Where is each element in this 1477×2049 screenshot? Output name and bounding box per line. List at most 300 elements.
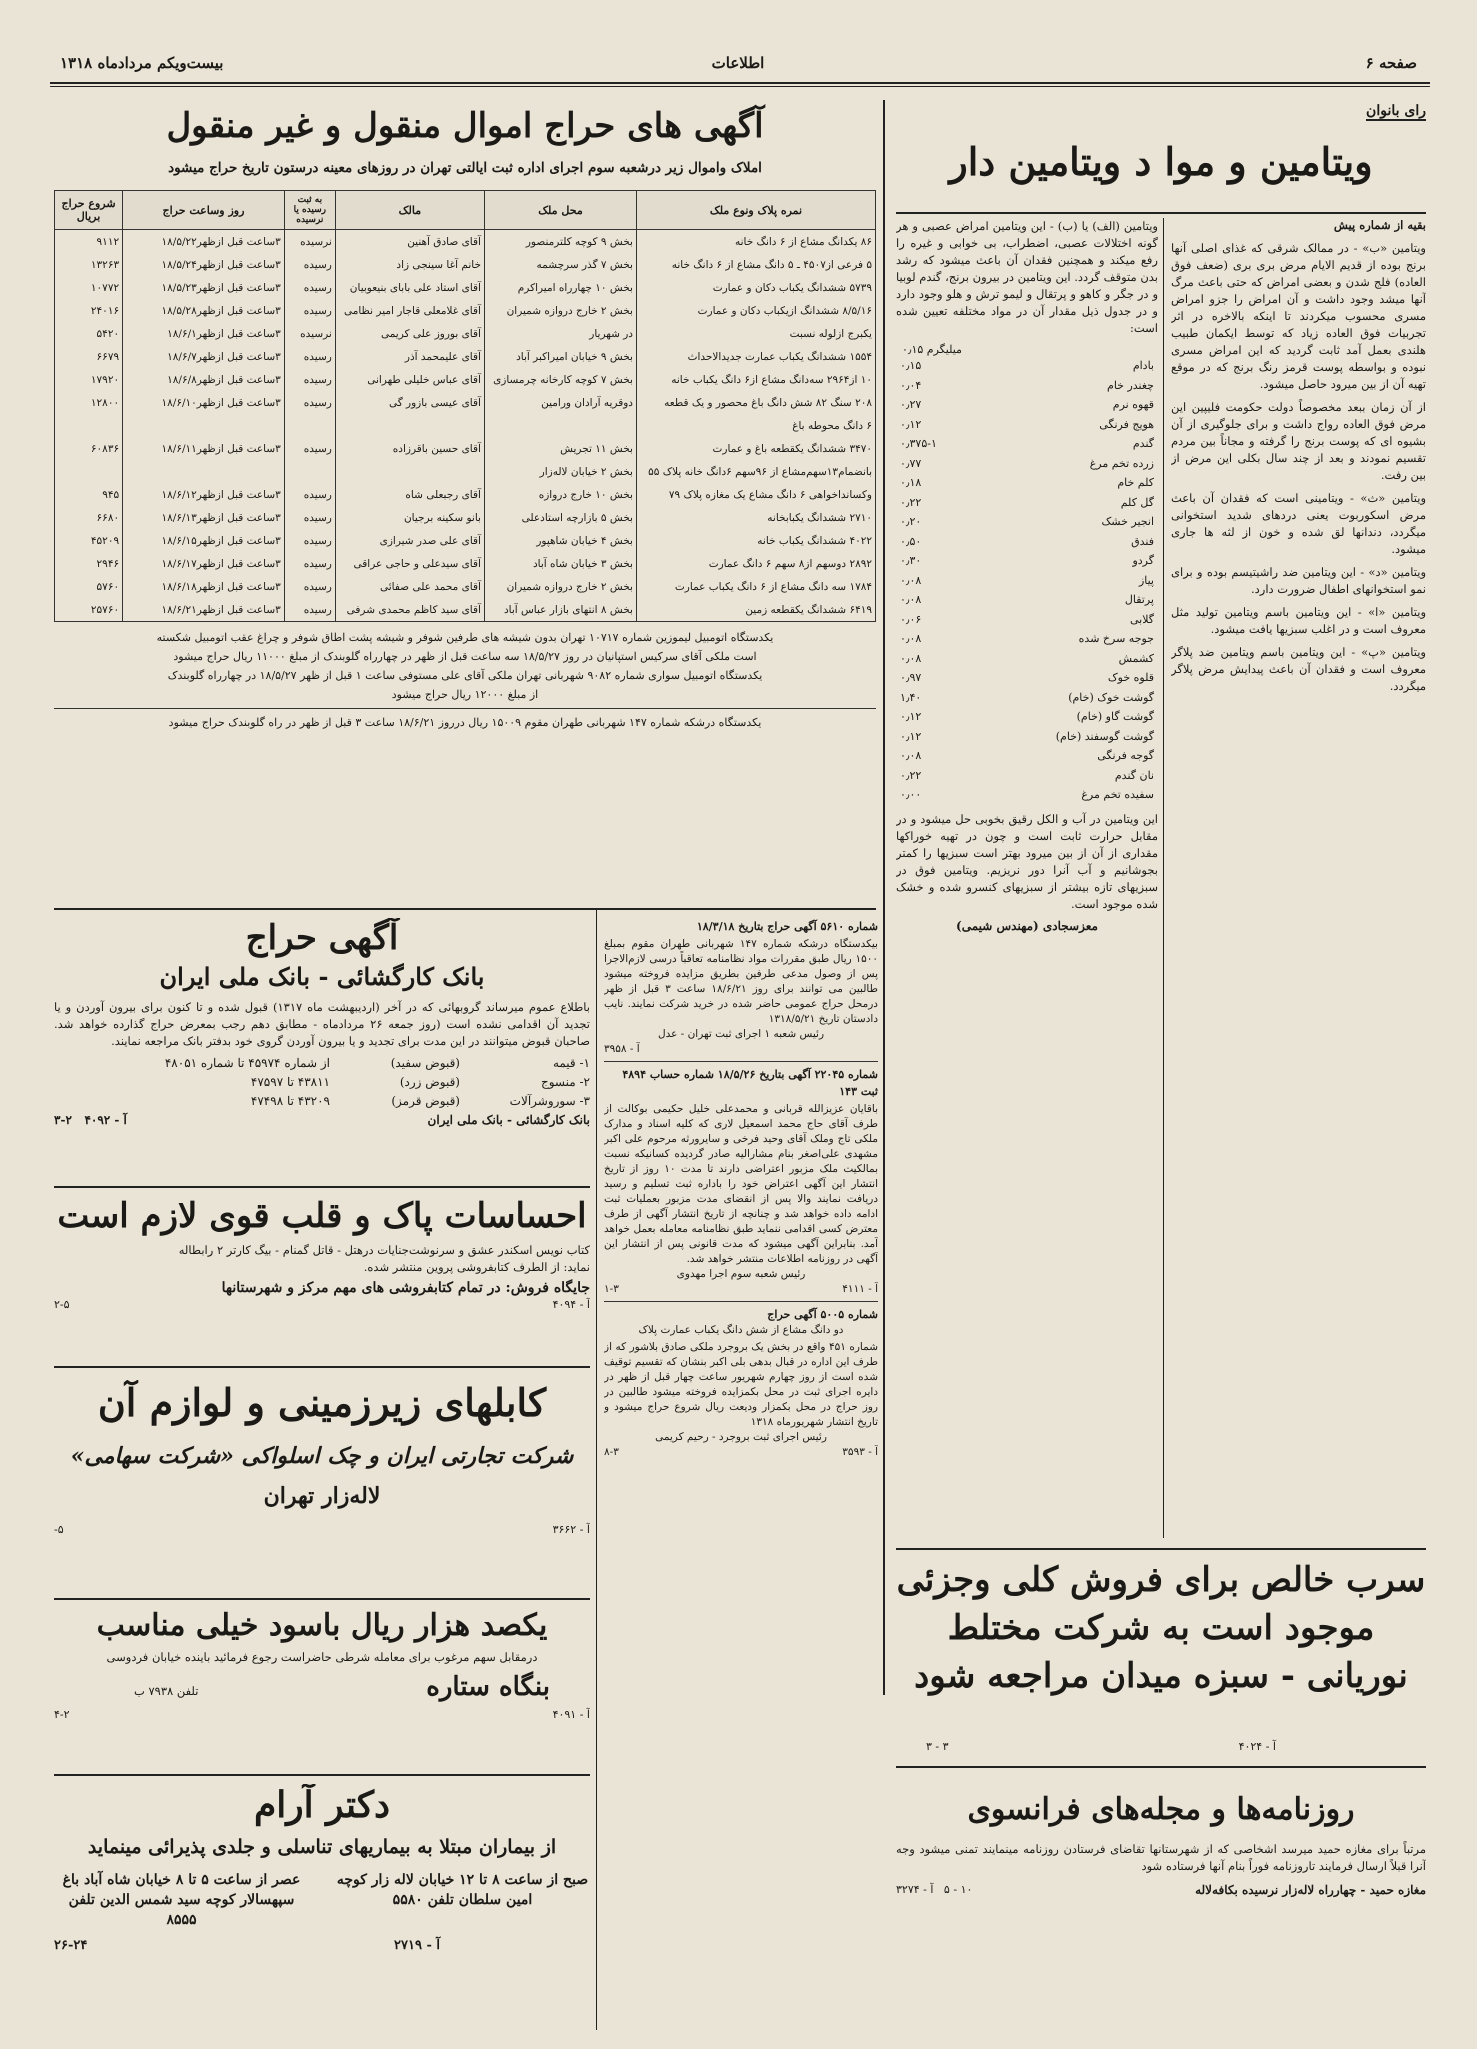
rule bbox=[896, 1548, 1426, 1550]
cell-price bbox=[55, 414, 123, 437]
section-label: رای بانوان bbox=[1366, 103, 1426, 119]
cell-price: ۱۲۸۰۰ bbox=[55, 391, 123, 414]
food-name: کلم خام bbox=[1117, 476, 1154, 489]
cable-ad-code2: ۵- bbox=[54, 1523, 64, 1536]
food-name: پرتقال bbox=[1124, 593, 1154, 606]
cell-date: ۳ساعت قبل ازظهر۱۸/۵/۲۸ bbox=[123, 299, 285, 322]
vitamin-d-text: ویتامین «د» - این ویتامین ضد راشیتیسم بوده و برای نمو استخوانهای اطفال ضرورت دارد. bbox=[1171, 565, 1426, 596]
food-amount: ۰٫۱۵ bbox=[900, 359, 922, 372]
food-row bbox=[896, 434, 1158, 454]
hearts-ad-line3: جایگاه فروش: در تمام کتابفروشی های مهم مرکز و شهرستانها bbox=[221, 1280, 590, 1296]
cell-location: بخش ۲ خارج دروازه شمیران bbox=[484, 575, 636, 598]
food-row bbox=[896, 590, 1158, 610]
cell-registered: رسیده bbox=[284, 552, 335, 575]
cell-date: ۳ساعت قبل ازظهر۱۸/۵/۲۳ bbox=[123, 276, 285, 299]
food-row bbox=[896, 512, 1158, 532]
reward-ad-name: بنگاه ستاره bbox=[426, 1672, 550, 1702]
food-row bbox=[896, 473, 1158, 493]
cell-price bbox=[55, 460, 123, 483]
cell-location: دوقریه آرادان ورامین bbox=[484, 391, 636, 414]
food-row bbox=[896, 376, 1158, 396]
cell-location: بخش ۱۰ چهارراه امیراکرم bbox=[484, 276, 636, 299]
cell-registered bbox=[284, 460, 335, 483]
cell-registered: رسیده bbox=[284, 506, 335, 529]
bank-item-range: ۴۳۸۱۱ تا ۴۷۵۹۷ bbox=[250, 1075, 330, 1089]
food-amount: ۰٫۳۷۵-۱ bbox=[900, 437, 937, 450]
french-ad-footer: مغازه حمید - چهارراه لاله‌زار نرسیده بکافه‌لاله bbox=[1195, 1883, 1426, 1897]
auction-row bbox=[55, 345, 876, 368]
food-row bbox=[896, 551, 1158, 571]
auction-row bbox=[55, 552, 876, 575]
cable-ad bbox=[54, 1380, 590, 1590]
food-amount: ۰٫۲۲ bbox=[900, 495, 922, 509]
lead-ad-code: آ - ۴۰۲۴ bbox=[1238, 1740, 1276, 1753]
notice-3-code: آ - ۳۵۹۳ bbox=[842, 1446, 878, 1458]
cell-owner: آقای سیدعلی و حاجی عراقی bbox=[335, 552, 484, 575]
food-amount: ۱٫۴۰ bbox=[900, 690, 922, 704]
food-amount: ۰٫۲۰ bbox=[900, 515, 922, 528]
cell-price: ۵۷۶۰ bbox=[55, 575, 123, 598]
food-amount: ۰٫۲۲ bbox=[900, 768, 922, 782]
reward-ad-phone: تلفن ۷۹۳۸ ب bbox=[134, 1684, 199, 1698]
food-amount: ۰٫۱۸ bbox=[900, 476, 922, 489]
cell-owner bbox=[335, 414, 484, 437]
cell-owner: آقای علی صدر شیرازی bbox=[335, 529, 484, 552]
food-name: گوشت خوک (خام) bbox=[1068, 690, 1154, 704]
doctor-ad bbox=[54, 1784, 590, 2024]
cell-price: ۹۴۵ bbox=[55, 483, 123, 506]
col-date: روز وساعت حراج bbox=[123, 191, 285, 230]
cell-price: ۶۶۷۹ bbox=[55, 345, 123, 368]
auction-note: یکدستگاه درشکه شماره ۱۴۷ شهربانی طهران مقوم ۱۵۰۰۹ ریال درروز ۱۸/۶/۲۱ ساعت ۳ قبل از ظهر در راه گلوبندک حراج میشود bbox=[168, 716, 762, 729]
cell-location: بخش ۹ کوچه کلترمنصور bbox=[484, 230, 636, 254]
bank-ad-footer: بانک کارگشائی - بانک ملی ایران bbox=[427, 1113, 590, 1127]
auction-row bbox=[55, 575, 876, 598]
food-name: انجیر خشک bbox=[1101, 515, 1154, 528]
doctor-ad-code2: ۲۶-۲۴ bbox=[54, 1938, 88, 1953]
cell-owner: آقای حسین باقرزاده bbox=[335, 437, 484, 460]
title-rule bbox=[896, 212, 1426, 214]
rule bbox=[54, 1366, 590, 1368]
auction-row bbox=[55, 253, 876, 276]
auction-row bbox=[55, 483, 876, 506]
food-amount: ۰٫۰۸ bbox=[900, 632, 922, 645]
hearts-ad-title: احساسات پاک و قلب قوی لازم است bbox=[57, 1196, 587, 1236]
cell-location: بخش ۱۰ خارج دروازه bbox=[484, 483, 636, 506]
bank-item-receipt: (قبوض سفید) bbox=[390, 1056, 460, 1070]
bank-ad-items bbox=[54, 1054, 590, 1111]
auction-row bbox=[55, 529, 876, 552]
cell-date: ۳ساعت قبل ازظهر۱۸/۶/۱۵ bbox=[123, 529, 285, 552]
bank-item-range: ۴۳۲۰۹ تا ۴۷۴۹۸ bbox=[250, 1094, 330, 1108]
auction-row bbox=[55, 368, 876, 391]
food-table-note: میلیگرم ۰٫۱۵ bbox=[902, 343, 962, 356]
cell-price: ۵۴۲۰ bbox=[55, 322, 123, 345]
food-amount: ۰٫۱۲ bbox=[900, 417, 922, 431]
food-row bbox=[896, 395, 1158, 415]
cell-plate: ۸/۵/۱۶ ششدانگ ازیکباب دکان و عمارت bbox=[636, 299, 875, 322]
auction-row bbox=[55, 322, 876, 345]
bank-item-receipt: (قبوض زرد) bbox=[399, 1075, 460, 1089]
auction-subtitle: املاک واموال زیر درشعبه سوم اجرای اداره ثبت ایالتی تهران در روزهای معینه درستون تاریخ حراج میشود bbox=[168, 160, 762, 176]
cell-date: ۳ساعت قبل ازظهر۱۸/۶/۲۱ bbox=[123, 598, 285, 621]
notice-3-sub: دو دانگ مشاع از شش دانگ یکباب عمارت پلاک bbox=[638, 1324, 844, 1336]
cell-registered: رسیده bbox=[284, 368, 335, 391]
cell-plate: ۴۰۲۲ ششدانگ یکباب خانه bbox=[636, 529, 875, 552]
continued-label: بقیه از شماره پیش bbox=[1333, 218, 1426, 232]
food-amount: ۰٫۹۷ bbox=[900, 671, 922, 684]
cell-price: ۲۹۴۶ bbox=[55, 552, 123, 575]
rule bbox=[896, 1766, 1426, 1768]
vitamin-col-right bbox=[1171, 218, 1426, 1538]
notice-3-head: شماره ۵۰۰۵ آگهی حراج bbox=[767, 1308, 878, 1321]
doctor-ad-code: آ - ۲۷۱۹ bbox=[394, 1938, 440, 1953]
cell-registered: رسیده bbox=[284, 276, 335, 299]
cell-owner: آقای بوروز علی کریمی bbox=[335, 322, 484, 345]
auction-notes bbox=[54, 628, 876, 732]
cell-plate: ۵۷۳۹ ششدانگ یکباب دکان و عمارت bbox=[636, 276, 875, 299]
vitamin-p-text: ویتامین «پ» - این ویتامین باسم ویتامین ضد پلاگر معروف است و فقدان آن باعث پیدایش مرض پلاگر میگردد. bbox=[1171, 645, 1426, 693]
notice-3-code2: ۸-۳ bbox=[604, 1446, 619, 1458]
food-row bbox=[896, 454, 1158, 474]
rule bbox=[604, 1301, 878, 1302]
notice-2-code2: ۱-۳ bbox=[604, 1283, 619, 1295]
food-row bbox=[896, 785, 1158, 805]
cell-plate: ۱۵۵۴ ششدانگ یکباب عمارت جدیدالاحداث bbox=[636, 345, 875, 368]
notice-3-body: شماره ۴۵۱ واقع در بخش یک بروجرد ملکی صادق بلاشور که از طرف این اداره در قبال بدهی بلی اکبر بنشان که تقسیم توقیف شده است از روز چهارم شهریور ساعت چهار قبل از ظهر در دایره اجرای ثبت در محل بکمزایده فروخته میشود طالبین در روز حراج در محل بکمزار ودیعت ریال شروع حراج میشود و تاریخ انتشار شهریورماه ۱۳۱۸ bbox=[604, 1341, 878, 1428]
cell-plate: وکسانداخواهی ۶ دانگ مشاع یک مغازه پلاک ۷۹ bbox=[636, 483, 875, 506]
cell-registered bbox=[284, 414, 335, 437]
cell-registered: رسیده bbox=[284, 299, 335, 322]
food-amount: ۰٫۱۲ bbox=[900, 710, 922, 723]
cell-registered: رسیده bbox=[284, 529, 335, 552]
bank-item-type: ۱- قیمه bbox=[552, 1056, 590, 1070]
food-name: هویج فرنگی bbox=[1099, 417, 1154, 431]
cell-date: ۳ساعت قبل ازظهر۱۸/۶/۱۳ bbox=[123, 506, 285, 529]
code: آ - ۳۲۷۴ bbox=[896, 1883, 934, 1896]
rule bbox=[54, 1774, 590, 1776]
auction-row bbox=[55, 230, 876, 254]
food-name: قلوه خوک bbox=[1107, 671, 1154, 684]
doctor-ad-hours-evening: عصر از ساعت ۵ تا ۸ خیابان شاه آباد باغ سپهسالار کوچه سید شمس الدین تلفن ۸۵۵۵ bbox=[62, 1872, 301, 1928]
hearts-ad-code2: ۲-۵ bbox=[54, 1298, 70, 1311]
french-ad-body: مرتباً برای مغازه حمید میرسد اشخاصی که از شهرستانها تقاضای فرستادن روزنامه مینمایند تمنی میشود وجه آنرا قبلاً ارسال فرمایند تاروزنامه فوراً بنام آنها فرستاده شود bbox=[896, 1842, 1426, 1873]
auction-row bbox=[55, 460, 876, 483]
food-name: گوشت گوسفند (خام) bbox=[1055, 729, 1154, 743]
cell-registered: رسیده bbox=[284, 345, 335, 368]
cell-date: ۳ساعت قبل ازظهر۱۸/۵/۲۲ bbox=[123, 230, 285, 254]
food-name: گوشت گاو (خام) bbox=[1076, 710, 1154, 723]
cell-owner: آقای استاد علی بابای بنیعوبیان bbox=[335, 276, 484, 299]
food-name: بادام bbox=[1132, 359, 1154, 372]
cell-owner: خانم آغا سینجی زاد bbox=[335, 253, 484, 276]
food-name: کشمش bbox=[1118, 651, 1154, 665]
food-row bbox=[896, 356, 1158, 376]
lead-ad-text: سرب خالص برای فروش کلی وجزئی موجود است به شرکت مختلط نوریانی - سبزه میدان مراجعه شود bbox=[896, 1560, 1426, 1696]
cell-price: ۶۰۸۳۶ bbox=[55, 437, 123, 460]
header-rule bbox=[50, 82, 1430, 84]
cell-owner: آقای سید کاظم محمدی شرفی bbox=[335, 598, 484, 621]
food-table bbox=[896, 356, 1158, 805]
cell-date: ۳ساعت قبل ازظهر۱۸/۶/۱۲ bbox=[123, 483, 285, 506]
cable-ad-address: لاله‌زار تهران bbox=[263, 1483, 381, 1509]
auction-row bbox=[55, 598, 876, 621]
note-rule bbox=[54, 708, 876, 709]
vitamin-history-text: از آن زمان ببعد مخصوصاً دولت حکومت فلیپین این مرض فوق العاده رواج داشت و برای جلوگیری از آن بشیوه ای که پوست برنج را گرفته و مجاناً بین مردم تقسیم نمودند و بعد از چند سال بکلی این مرض از بین رفت. bbox=[1171, 400, 1426, 482]
col-start-price: شروع حراج بریال bbox=[55, 191, 123, 230]
cell-date: ۳ساعت قبل ازظهر۱۸/۶/۱۰ bbox=[123, 391, 285, 414]
notice-2-head: شماره ۲۲۰۴۵ آگهی بتاریخ ۱۸/۵/۲۶ شماره حساب ۴۸۹۴ ثبت ۱۴۳ bbox=[622, 1068, 878, 1098]
vitamin-col-left bbox=[896, 218, 1158, 1538]
vitamin-a-closing: این ویتامین در آب و الکل رقیق بخوبی حل میشود و در مقابل حرارت ثابت است و چون در تهیه خوراکها مقداری از آن از بین میرود بهتر است سبزیها را کمتر بجوشانیم و آب آنرا دور نریزیم. ویتامین فوق در سبزیهای تازه بیشتر از سبزیهای کنسرو شده و خشک شده موجود است. bbox=[896, 811, 1158, 911]
cell-date: ۳ساعت قبل ازظهر۱۸/۶/۱۷ bbox=[123, 552, 285, 575]
food-name: گندم bbox=[1132, 437, 1154, 450]
col-plate: نمره پلاک ونوع ملک bbox=[636, 191, 875, 230]
food-row bbox=[896, 629, 1158, 649]
auction-title: آگهی های حراج اموال منقول و غیر منقول bbox=[166, 106, 764, 146]
cell-price: ۲۴۰۱۶ bbox=[55, 299, 123, 322]
reward-ad-code: آ - ۴۰۹۱ bbox=[552, 1708, 590, 1721]
food-amount: ۰٫۰۴ bbox=[900, 378, 922, 392]
food-row bbox=[896, 668, 1158, 688]
cell-location: بخش ۵ بازارچه استادعلی bbox=[484, 506, 636, 529]
cable-ad-title: کابلهای زیرزمینی و لوازم آن bbox=[97, 1380, 547, 1425]
food-row bbox=[896, 746, 1158, 766]
notice-2-code: آ - ۴۱۱۱ bbox=[842, 1283, 878, 1295]
bank-item bbox=[54, 1073, 590, 1092]
bank-item-receipt: (قبوض قرمز) bbox=[391, 1094, 460, 1108]
food-name: جوجه سرخ شده bbox=[1078, 632, 1154, 645]
author: معزسجادی (مهندس شیمی) bbox=[956, 918, 1098, 933]
cell-date bbox=[123, 460, 285, 483]
sub-column-rule bbox=[1163, 218, 1164, 1538]
bank-auction-ad bbox=[54, 918, 590, 1180]
cell-registered: رسیده bbox=[284, 391, 335, 414]
auction-note: است ملکی آقای سرکیس استپانیان در روز ۱۸/۵/۲۷ سه ساعت قبل از ظهر در چهارراه گلوبندک از مبلغ ۱۱۰۰۰ ریال حراج میشود bbox=[173, 650, 757, 663]
cell-plate: بانضمام۱۳سهم‌مشاع از ۹۶سهم ۶دانگ خانه پلاک ۵۵ bbox=[636, 460, 875, 483]
cell-plate: ۲۷۱۰ ششدانگ یکبابخانه bbox=[636, 506, 875, 529]
food-amount: ۰٫۱۲ bbox=[900, 729, 922, 743]
food-row bbox=[896, 649, 1158, 669]
col-owner: مالک bbox=[335, 191, 484, 230]
bank-item bbox=[54, 1092, 590, 1111]
column-rule-right bbox=[883, 100, 885, 1695]
doctor-ad-hours-morning: صبح از ساعت ۸ تا ۱۲ خیابان لاله زار کوچه امین سلطان تلفن ۵۵۸۰ bbox=[336, 1872, 589, 1908]
cell-plate: ۱۰ از۲۹۶۴ سه‌دانگ مشاع از۶ دانگ یکباب خانه bbox=[636, 368, 875, 391]
cell-price: ۱۷۹۲۰ bbox=[55, 368, 123, 391]
notice-1-head: شماره ۵۶۱۰ آگهی حراج بتاریخ ۱۸/۳/۱۸ bbox=[696, 920, 878, 933]
food-name: سفیده تخم مرغ bbox=[1081, 788, 1154, 801]
auction-row bbox=[55, 391, 876, 414]
cell-registered: رسیده bbox=[284, 253, 335, 276]
food-amount: ۰٫۵۰ bbox=[900, 534, 922, 548]
french-papers-ad bbox=[896, 1792, 1426, 1942]
cell-date: ۳ساعت قبل ازظهر۱۸/۶/۸ bbox=[123, 368, 285, 391]
food-name: نان گندم bbox=[1114, 768, 1154, 782]
rule bbox=[54, 1186, 590, 1188]
notice-2-sign: رئیس شعبه سوم اجرا مهدوی bbox=[676, 1268, 806, 1280]
cell-date bbox=[123, 414, 285, 437]
cell-location: در شهریار bbox=[484, 322, 636, 345]
cell-location: بخش ۷ کوچه کارخانه چرمسازی bbox=[484, 368, 636, 391]
cell-location: بخش ۷ گذر سرچشمه bbox=[484, 253, 636, 276]
cell-location: بخش ۴ خیابان شاهپور bbox=[484, 529, 636, 552]
cell-owner: آقای محمد علی صفائی bbox=[335, 575, 484, 598]
bank-ad-title: آگهی حراج bbox=[245, 918, 399, 958]
auction-note: یکدستگاه اتومبیل سواری شماره ۹۰۸۲ شهربانی تهران ملکی آقای علی مستوفی ساعت ۱ قبل از ظهر ۱۸/۵/۲۷ در چهارراه گلوبندک bbox=[167, 669, 763, 682]
food-name: پیاز bbox=[1138, 573, 1154, 587]
code: آ - ۴۰۹۲ bbox=[84, 1113, 127, 1127]
food-row bbox=[896, 766, 1158, 786]
cell-date: ۳ساعت قبل ازظهر۱۸/۶/۱۱ bbox=[123, 437, 285, 460]
cell-price: ۴۵۲۰۹ bbox=[55, 529, 123, 552]
bank-item-type: ۳- سوروشرآلات bbox=[509, 1094, 590, 1108]
newspaper-name: اطلاعات bbox=[711, 54, 765, 72]
reward-ad-code2: ۴-۲ bbox=[54, 1708, 70, 1721]
french-ad-title: روزنامه‌ها و مجله‌های فرانسوی bbox=[967, 1792, 1355, 1827]
auction-row bbox=[55, 299, 876, 322]
rule bbox=[604, 1061, 878, 1062]
vitamin-c-text: ویتامین «ث» - ویتامینی است که فقدان آن باعث مرض اسکوربوت یعنی دردهای شدید استخوانی میگردد، دندانها لق شده و خون از لثه ها جاری میشود. bbox=[1171, 491, 1426, 556]
cell-plate: ۶ دانگ محوطه باغ bbox=[636, 414, 875, 437]
food-row bbox=[896, 610, 1158, 630]
cell-price: ۹۱۱۲ bbox=[55, 230, 123, 254]
bank-item-type: ۲- منسوج bbox=[540, 1075, 590, 1089]
cable-ad-code: آ - ۳۶۶۲ bbox=[552, 1523, 590, 1536]
legal-notices bbox=[604, 918, 878, 2018]
auction-row bbox=[55, 414, 876, 437]
page-number: صفحه ۶ bbox=[1365, 54, 1417, 72]
cell-registered: رسیده bbox=[284, 483, 335, 506]
cell-date: ۳ساعت قبل ازظهر۱۸/۶/۱ bbox=[123, 322, 285, 345]
cell-owner: آقای صادق آهنین bbox=[335, 230, 484, 254]
reward-ad-line: درمقابل سهم مرغوب برای معامله شرطی حاضراست رجوع فرمائید باینده خیابان فردوسی bbox=[106, 1650, 538, 1664]
vitamin-e-text: ویتامین «ا» - این ویتامین باسم ویتامین تولید مثل معروف است و در اغلب سبزیها یافت میشود. bbox=[1171, 605, 1426, 636]
cell-plate: ۲۸۹۲ دوسهم از۸ سهم ۶ دانگ عمارت bbox=[636, 552, 875, 575]
code2: ۲-۳ bbox=[54, 1113, 72, 1127]
cell-plate: ۵ فرعی از۴۵۰۷ ـ ۵ دانگ مشاع از ۶ دانگ خانه bbox=[636, 253, 875, 276]
hearts-ad bbox=[54, 1196, 590, 1358]
food-name: گل کلم bbox=[1120, 495, 1154, 509]
food-row bbox=[896, 493, 1158, 513]
food-name: گلابی bbox=[1129, 612, 1154, 626]
cell-price: ۶۶۸۰ bbox=[55, 506, 123, 529]
auction-bottom-rule bbox=[54, 908, 876, 910]
food-amount: ۰٫۰۸ bbox=[900, 593, 922, 606]
cell-plate: ۱۷۸۴ سه دانگ مشاع از ۶ دانگ یکباب عمارت bbox=[636, 575, 875, 598]
notice-1-sign: رئیس شعبه ۱ اجرای ثبت تهران - عدل bbox=[657, 1028, 825, 1040]
code2: ۱۰ - ۵ bbox=[943, 1883, 973, 1896]
food-name: گوجه فرنگی bbox=[1097, 749, 1154, 762]
doctor-ad-title: دکتر آرام bbox=[253, 1784, 391, 1826]
notice-1-body: بیکدستگاه درشکه شماره ۱۴۷ شهربانی طهران مقوم بمبلغ ۱۵۰۰ ریال طبق مقررات مواد نظامنامه تعاقباً درسی لازم‌الاجرا پس از وصول مدعی طرفین بطریق مزایده فروخته میشود طالبین می توانند برای روز ۱۸/۶/۲۱ ساعت ۳ قبل از ظهر درمحل حراج عمومی حاضر شده در خرید شرکت نمایند. نایب دادستان تاریخ ۱۳۱۸/۵/۲۱ bbox=[604, 938, 878, 1025]
article-title: ویتامین و موا د ویتامین دار bbox=[949, 139, 1373, 184]
auction-note: یکدستگاه اتومبیل لیموزین شماره ۱۰۷۱۷ تهران بدون شیشه های طرفین شوفر و شیشه پشت اطاق شوفر و چراغ عقب اتومبیل شکسته bbox=[156, 631, 774, 644]
hearts-ad-line2: نماید: از الطرف کتابفروشی پروین منتشر شده. bbox=[363, 1260, 590, 1274]
col-location: محل ملک bbox=[484, 191, 636, 230]
auction-notice bbox=[54, 100, 876, 900]
cell-plate: ۲۰۸ سنگ ۸۲ شش دانگ باغ محصور و یک قطعه bbox=[636, 391, 875, 414]
cell-date: ۳ساعت قبل ازظهر۱۸/۵/۲۴ bbox=[123, 253, 285, 276]
food-row bbox=[896, 415, 1158, 435]
food-row bbox=[896, 727, 1158, 747]
food-amount: ۰٫۰۶ bbox=[900, 612, 922, 626]
bank-ad-subtitle: بانک کارگشائی - بانک ملی ایران bbox=[159, 962, 485, 991]
notice-3-sign: رئیس اجرای ثبت بروجرد - رحیم کریمی bbox=[655, 1431, 827, 1443]
cell-registered: رسیده bbox=[284, 575, 335, 598]
bank-item-range: از شماره ۴۵۹۷۴ تا شماره ۴۸۰۵۱ bbox=[164, 1056, 330, 1070]
notice-1-code: آ - ۳۹۵۸ bbox=[604, 1043, 640, 1055]
cell-owner: آقای عیسی بازور گی bbox=[335, 391, 484, 414]
cell-registered: رسیده bbox=[284, 598, 335, 621]
cell-date: ۳ساعت قبل ازظهر۱۸/۶/۷ bbox=[123, 345, 285, 368]
cell-owner: آقای غلامعلی قاجار امیر نظامی bbox=[335, 299, 484, 322]
food-amount: ۰٫۳۰ bbox=[900, 554, 922, 567]
bank-item bbox=[54, 1054, 590, 1073]
cell-date: ۳ساعت قبل ازظهر۱۸/۶/۱۸ bbox=[123, 575, 285, 598]
cell-plate: ۸۶ یکدانگ مشاع از ۶ دانگ خانه bbox=[636, 230, 875, 254]
cell-plate: ۳۴۷۰ ششدانگ یکقطعه باغ و عمارت bbox=[636, 437, 875, 460]
vitamin-b-text: ویتامین «ب» - در ممالک شرقی که غذای اصلی آنها برنج بوده از قدیم الایام مرض بری بری (ضعف فوق العاده) فلج شدن و بعضی امراض که حتی باعث مرگ آنها میشد وجود داشت و آن امراض را جزو امراض مسری محسوب میکردند تا اینکه بالاخره در اثر تجربیات فوق العاده زیاد که توسط ایکمان طبیب هلندی بعمل آمد ثابت گردید که این امراض مسری نبوده و بواسطه پوست قرمز رنگ برنج که در موقع تهیه آن از بین میرود حاصل میشود. bbox=[1171, 241, 1426, 391]
lead-ad-code2: ۳ - ۳ bbox=[926, 1740, 949, 1753]
cell-location bbox=[484, 414, 636, 437]
cell-location: بخش ۲ خیابان لاله‌زار bbox=[484, 460, 636, 483]
issue-date: بیست‌ویکم مردادماه ۱۳۱۸ bbox=[60, 54, 224, 72]
food-row bbox=[896, 688, 1158, 708]
food-row bbox=[896, 707, 1158, 727]
cell-price: ۲۵۷۶۰ bbox=[55, 598, 123, 621]
food-name: قهوه نرم bbox=[1112, 398, 1154, 411]
cell-location: بخش ۱۱ تجریش bbox=[484, 437, 636, 460]
reward-ad bbox=[54, 1608, 590, 1768]
food-row bbox=[896, 532, 1158, 552]
cable-ad-company: شرکت تجارتی ایران و چک اسلواکی «شرکت سهامی» bbox=[70, 1443, 574, 1469]
cell-location: بخش ۸ انتهای بازار عباس آباد bbox=[484, 598, 636, 621]
lead-ad bbox=[896, 1556, 1426, 1756]
cell-registered: رسیده bbox=[284, 437, 335, 460]
notice-2-body: باقایان عزیزالله قربانی و محمدعلی خلیل حکیمی بوکالت از طرف آقای حاج محمد اسمعیل لاری که کلیه اسناد و مدارک ملکی تاج وملک آقای وحید فرخی و سایرورثه مرحوم علی اکبر مشهدی علی‌اصغر بنام مشارالیه صادر گردیده کسانیکه نسبت بمالکیت ملک مزبور اعتراضی دارند تا مدت ۱۰ روز از تاریخ انتشار این آگهی اعتراض خود را باداره ثبت تسلیم و رسید دریافت نمایند والا پس از انقضای مدت مزبور بعملیات ثبت ادامه داده خواهد شد و چنانچه از تاریخ انتشار آگهی از طرف معترض کسی اقدامی ننماید طبق نظامنامه معامله بعمل خواهد آمد. بنابراین آگهی میشود که مدت قانونی پس از انتشار این آگهی در روزنامه اطلاعات منتشر خواهد شد. bbox=[604, 1103, 878, 1265]
food-amount: ۰٫۰۰ bbox=[900, 788, 922, 801]
cell-owner: آقای عباس خلیلی طهرانی bbox=[335, 368, 484, 391]
food-amount: ۰٫۷۷ bbox=[900, 456, 922, 470]
cell-price: ۱۰۷۷۲ bbox=[55, 276, 123, 299]
rule bbox=[54, 1598, 590, 1600]
cell-location: بخش ۹ خیابان امیراکبر آباد bbox=[484, 345, 636, 368]
reward-ad-title: یکصد هزار ریال باسود خیلی مناسب bbox=[96, 1608, 548, 1643]
auction-row bbox=[55, 437, 876, 460]
auction-row bbox=[55, 276, 876, 299]
bank-ad-code bbox=[54, 1113, 127, 1127]
bank-ad-body: باطلاع عموم میرساند گروبهائی که در آخر (اردیبهشت ماه ۱۳۱۷) قبول شده و تا کنون برای بیرون آوردن و یا تجدید آن اقدامی نشده است (روز جمعه ۲۶ مردادماه - مطابق دهم رجب بمعرض حراج گذارده خواهد شد. صاحبان قبوض میتوانند در این مدت برای تجدید و یا بیرون آوردن گروی خود بدفتر بانک مراجعه نمایند. bbox=[54, 1000, 590, 1048]
cell-plate: یکبرج ازلوله نسبت bbox=[636, 322, 875, 345]
col-registered: به ثبت رسیده یا نرسیده bbox=[284, 191, 335, 230]
cell-owner: بانو سکینه برجیان bbox=[335, 506, 484, 529]
cell-location: بخش ۳ خیابان شاه آباد bbox=[484, 552, 636, 575]
cell-registered: نرسیده bbox=[284, 322, 335, 345]
column-rule-left bbox=[596, 910, 597, 2030]
vitamin-a-text: ویتامین (الف) یا (ب) - این ویتامین امراض عصبی و هر گونه اختلالات عصبی، اضطراب، بی خوابی و غیره را رفع میکند و همچنین فقدان آن باعث میشود که رشد بدن متوقف گردد. این ویتامین در بیرون برنج، گندم لوبیا و در جگر و کاهو و پرتقال و لیمو ترش و هلو وجود دارد و در جدول ذیل مقدار آن در مواد مختلفه تعیین شده است: bbox=[896, 219, 1158, 335]
cell-owner bbox=[335, 460, 484, 483]
food-amount: ۰٫۲۷ bbox=[900, 398, 922, 411]
cell-price: ۱۳۲۶۳ bbox=[55, 253, 123, 276]
table-bottom-rule bbox=[54, 621, 876, 622]
doctor-ad-subtitle: از بیماران مبتلا به بیماریهای تناسلی و جلدی پذیرائی مینماید bbox=[87, 1836, 557, 1858]
hearts-ad-code: آ - ۴۰۹۴ bbox=[552, 1298, 590, 1311]
food-name: فندق bbox=[1131, 534, 1154, 548]
food-amount: ۰٫۰۸ bbox=[900, 573, 922, 587]
cell-owner: آقای علیمحمد آذر bbox=[335, 345, 484, 368]
header-rule-2 bbox=[50, 86, 1430, 87]
